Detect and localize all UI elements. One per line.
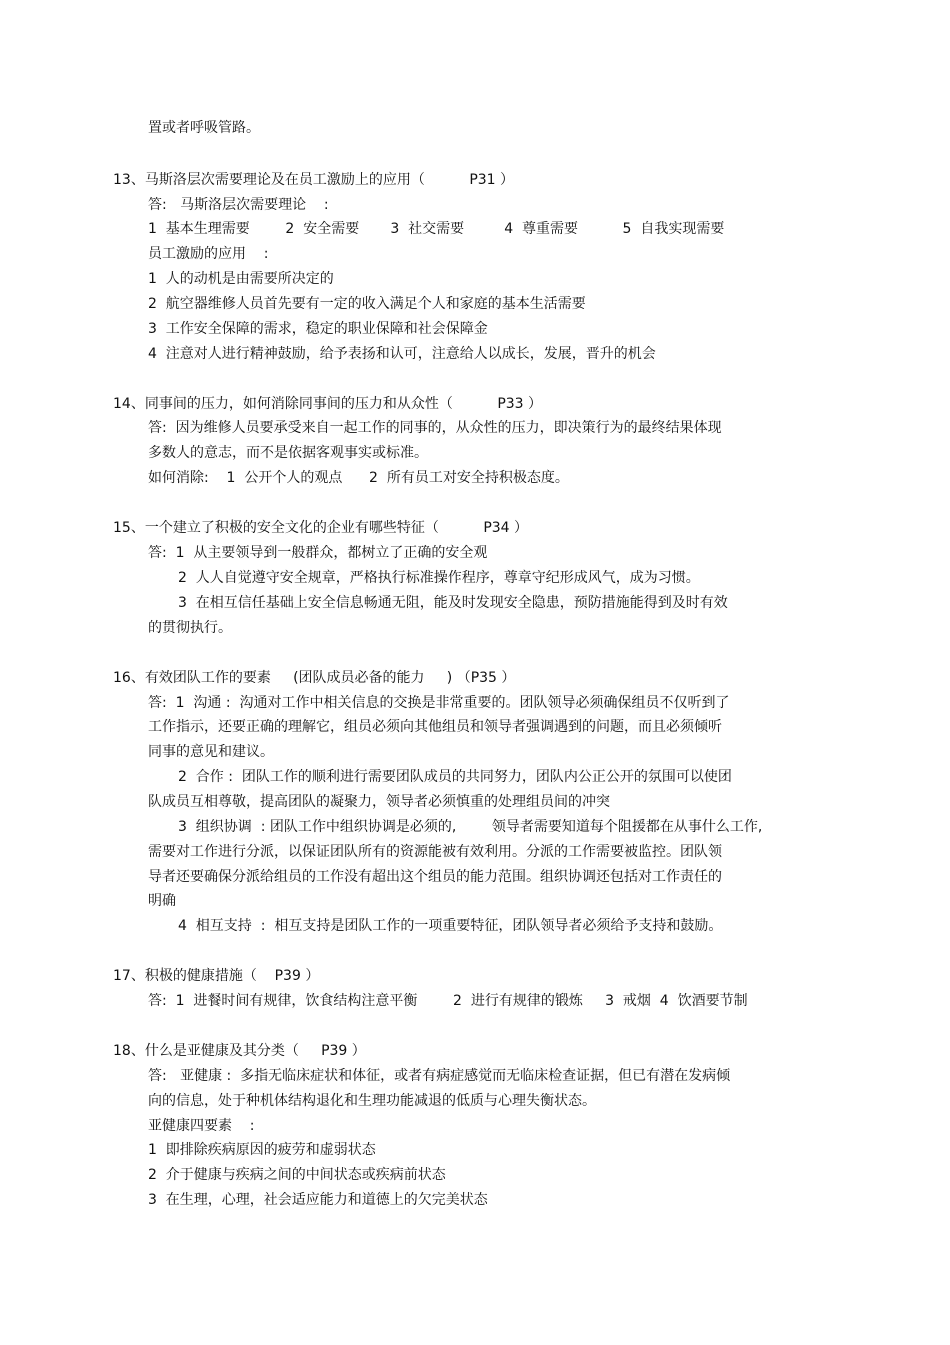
text-line: 同事的意见和建议。 (148, 744, 274, 760)
text-line: 14、同事间的压力，如何消除同事间的压力和从众性（ P33 ） (113, 396, 543, 412)
text-line: 1 即排除疾病原因的疲劳和虚弱状态 (148, 1142, 376, 1158)
text-line: 答: 1 进餐时间有规律，饮食结构注意平衡 2 进行有规律的锻炼 3 戒烟 4 饮酒要节制 (148, 993, 748, 1009)
text-line: 18、什么是亚健康及其分类（ P39 ） (113, 1043, 366, 1059)
text-line: 答: 马斯洛层次需要理论 : (148, 197, 329, 213)
text-line: 答: 亚健康 : 多指无临床症状和体征，或者有病症感觉而无临床检查证据，但已有潜在发病倾 (148, 1068, 731, 1084)
text-line: 置或者呼吸管路。 (148, 120, 260, 136)
text-line: 2 航空器维修人员首先要有一定的收入满足个人和家庭的基本生活需要 (148, 296, 586, 312)
text-line: 员工激励的应用 : (148, 246, 269, 262)
text-line: 1 人的动机是由需要所决定的 (148, 271, 334, 287)
text-line: 4 相互支持 : 相互支持是团队工作的一项重要特征，团队领导者必须给予支持和鼓励。 (178, 918, 723, 934)
text-line: 2 合作 : 团队工作的顺利进行需要团队成员的共同努力，团队内公正公开的氛围可以使团 (178, 769, 732, 785)
text-line: 2 介于健康与疾病之间的中间状态或疾病前状态 (148, 1167, 446, 1183)
text-line: 16、有效团队工作的要素 (团队成员必备的能力 ) （P35 ） (113, 670, 516, 686)
text-line: 的贯彻执行。 (148, 620, 232, 636)
text-line: 多数人的意志，而不是依据客观事实或标准。 (148, 445, 428, 461)
text-line: 2 人人自觉遵守安全规章，严格执行标准操作程序，尊章守纪形成风气，成为习惯。 (178, 570, 700, 586)
text-line: 13、马斯洛层次需要理论及在员工激励上的应用（ P31 ） (113, 172, 515, 188)
text-line: 明确 (148, 893, 176, 909)
text-line: 3 组织协调 : 团队工作中组织协调是必须的, 领导者需要知道每个阻援都在从事什么工作, (178, 819, 763, 835)
text-line: 如何消除: 1 公开个人的观点 2 所有员工对安全持积极态度。 (148, 470, 569, 486)
text-line: 3 在生理，心理，社会适应能力和道德上的欠完美状态 (148, 1192, 488, 1208)
text-line: 15、一个建立了积极的安全文化的企业有哪些特征（ P34 ） (113, 520, 529, 536)
text-line: 答: 1 从主要领导到一般群众，都树立了正确的安全观 (148, 545, 488, 561)
text-line: 亚健康四要素 : (148, 1118, 255, 1134)
text-line: 3 在相互信任基础上安全信息畅通无阻，能及时发现安全隐患，预防措施能得到及时有效 (178, 595, 728, 611)
text-line: 工作指示，还要正确的理解它，组员必须向其他组员和领导者强调遇到的问题，而且必须倾听 (148, 719, 722, 735)
text-line: 队成员互相尊敬，提高团队的凝聚力，领导者必须慎重的处理组员间的冲突 (148, 794, 610, 810)
text-line: 向的信息，处于种机体结构退化和生理功能减退的低质与心理失衡状态。 (148, 1093, 596, 1109)
text-line: 4 注意对人进行精神鼓励，给予表扬和认可，注意给人以成长，发展，晋升的机会 (148, 346, 656, 362)
text-line: 导者还要确保分派给组员的工作没有超出这个组员的能力范围。组织协调还包括对工作责任的 (148, 869, 722, 885)
text-line: 答: 因为维修人员要承受来自一起工作的同事的，从众性的压力，即决策行为的最终结果体现 (148, 420, 722, 436)
text-line: 答: 1 沟通 : 沟通对工作中相关信息的交换是非常重要的。团队领导必须确保组员不仅听到了 (148, 695, 730, 711)
text-line: 1 基本生理需要 2 安全需要 3 社交需要 4 尊重需要 5 自我实现需要 (148, 221, 725, 237)
text-line: 3 工作安全保障的需求，稳定的职业保障和社会保障金 (148, 321, 488, 337)
text-line: 需要对工作进行分派，以保证团队所有的资源能被有效利用。分派的工作需要被监控。团队领 (148, 844, 722, 860)
text-line: 17、积极的健康措施（ P39 ） (113, 968, 320, 984)
